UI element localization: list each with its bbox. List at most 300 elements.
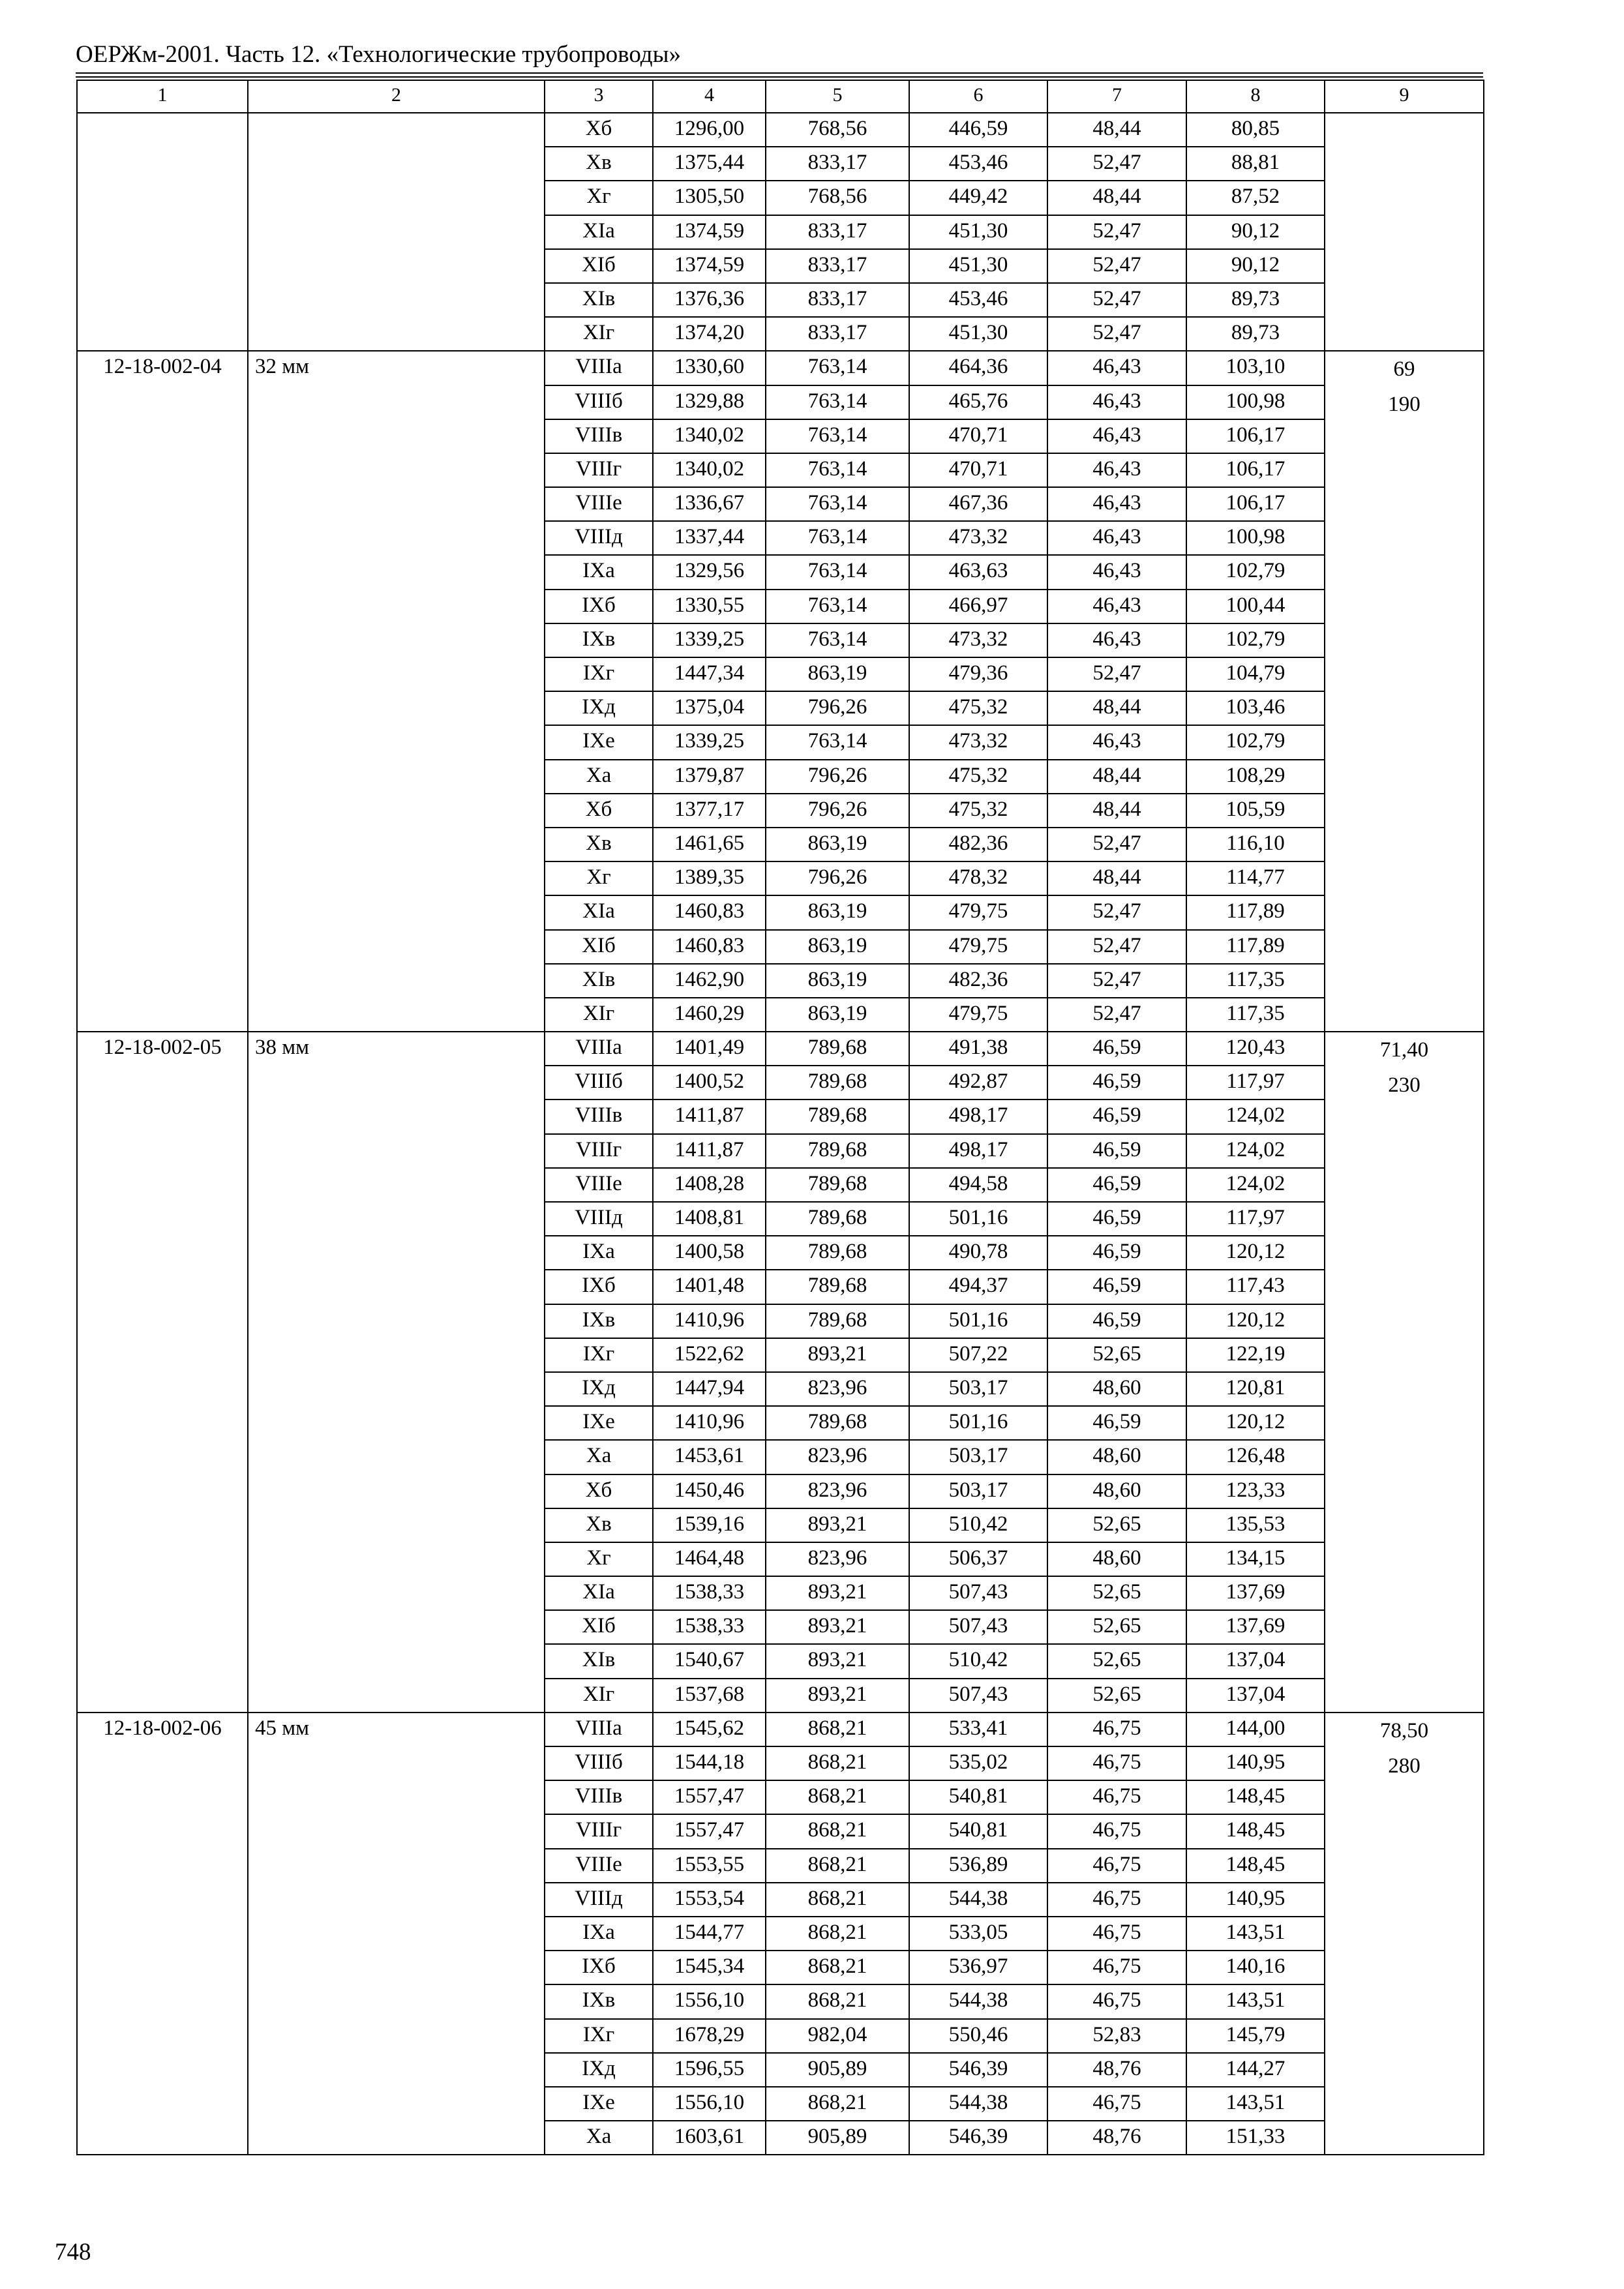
section-category: VIIIв <box>545 1780 653 1814</box>
labor-cost: 833,17 <box>766 317 909 351</box>
rate-code: 12-18-002-04 <box>77 351 248 1032</box>
machine-cost: 479,75 <box>909 930 1047 964</box>
total-cost: 1540,67 <box>653 1644 766 1678</box>
machinist-wages: 48,44 <box>1047 691 1186 725</box>
labor-cost: 768,56 <box>766 113 909 147</box>
machine-cost: 463,63 <box>909 555 1047 589</box>
labor-cost: 982,04 <box>766 2019 909 2053</box>
labor-cost: 763,14 <box>766 623 909 657</box>
machine-cost: 501,16 <box>909 1202 1047 1236</box>
labor-cost: 863,19 <box>766 828 909 861</box>
machinist-wages: 48,60 <box>1047 1372 1186 1406</box>
labor-cost: 763,14 <box>766 487 909 521</box>
machinist-wages: 52,47 <box>1047 317 1186 351</box>
material-cost: 137,04 <box>1186 1644 1325 1678</box>
pipe-diameter: 45 мм <box>248 1713 545 2155</box>
machinist-wages: 52,47 <box>1047 147 1186 181</box>
machinist-wages: 46,43 <box>1047 419 1186 453</box>
machine-cost: 510,42 <box>909 1508 1047 1542</box>
labor-cost: 868,21 <box>766 1814 909 1848</box>
material-cost: 144,00 <box>1186 1713 1325 1746</box>
section-category: Xв <box>545 828 653 861</box>
column-number: 2 <box>248 80 545 113</box>
total-cost: 1538,33 <box>653 1610 766 1644</box>
section-category: VIIIе <box>545 487 653 521</box>
total-cost: 1596,55 <box>653 2053 766 2087</box>
resource-value: 78,50 <box>1379 1718 1429 1743</box>
material-cost: 134,15 <box>1186 1542 1325 1576</box>
total-cost: 1339,25 <box>653 725 766 759</box>
section-category: VIIIе <box>545 1168 653 1202</box>
total-cost: 1545,62 <box>653 1713 766 1746</box>
machine-cost: 540,81 <box>909 1814 1047 1848</box>
machinist-wages: 46,59 <box>1047 1134 1186 1168</box>
material-cost: 137,69 <box>1186 1610 1325 1644</box>
material-cost: 151,33 <box>1186 2121 1325 2155</box>
material-cost: 102,79 <box>1186 555 1325 589</box>
total-cost: 1538,33 <box>653 1576 766 1610</box>
machine-cost: 451,30 <box>909 249 1047 283</box>
total-cost: 1337,44 <box>653 521 766 555</box>
total-cost: 1375,44 <box>653 147 766 181</box>
labor-cost: 763,14 <box>766 521 909 555</box>
labor-cost: 833,17 <box>766 283 909 317</box>
total-cost: 1447,94 <box>653 1372 766 1406</box>
labor-cost: 789,68 <box>766 1270 909 1304</box>
labor-cost: 796,26 <box>766 691 909 725</box>
total-cost: 1330,60 <box>653 351 766 385</box>
material-cost: 120,81 <box>1186 1372 1325 1406</box>
labor-cost: 763,14 <box>766 385 909 419</box>
labor-cost: 893,21 <box>766 1610 909 1644</box>
machinist-wages: 46,43 <box>1047 521 1186 555</box>
machinist-wages: 46,43 <box>1047 453 1186 487</box>
table-row <box>77 351 1484 385</box>
machine-cost: 536,89 <box>909 1849 1047 1883</box>
labor-cost: 868,21 <box>766 1951 909 1984</box>
rate-code: 12-18-002-05 <box>77 1032 248 1713</box>
machine-cost: 498,17 <box>909 1134 1047 1168</box>
labor-cost: 789,68 <box>766 1406 909 1440</box>
section-category: IXа <box>545 1236 653 1270</box>
section-category: VIIIе <box>545 1849 653 1883</box>
machinist-wages: 52,65 <box>1047 1576 1186 1610</box>
labor-cost: 833,17 <box>766 249 909 283</box>
machinist-wages: 46,75 <box>1047 1883 1186 1917</box>
material-cost: 108,29 <box>1186 760 1325 794</box>
header-rule-top <box>76 72 1483 74</box>
machine-cost: 479,36 <box>909 657 1047 691</box>
total-cost: 1305,50 <box>653 181 766 215</box>
resource-values <box>1325 113 1484 351</box>
section-category: Xв <box>545 147 653 181</box>
machine-cost: 503,17 <box>909 1372 1047 1406</box>
labor-cost: 863,19 <box>766 930 909 964</box>
total-cost: 1400,58 <box>653 1236 766 1270</box>
resource-values <box>1325 1713 1484 2155</box>
total-cost: 1401,48 <box>653 1270 766 1304</box>
section-category: XIв <box>545 964 653 998</box>
resource-value: 69 <box>1393 357 1415 382</box>
table-row <box>77 1032 1484 1066</box>
material-cost: 140,95 <box>1186 1746 1325 1780</box>
total-cost: 1400,52 <box>653 1066 766 1100</box>
section-category: Xг <box>545 1542 653 1576</box>
machine-cost: 507,43 <box>909 1610 1047 1644</box>
machine-cost: 550,46 <box>909 2019 1047 2053</box>
labor-cost: 893,21 <box>766 1644 909 1678</box>
machine-cost: 482,36 <box>909 964 1047 998</box>
machine-cost: 544,38 <box>909 2087 1047 2121</box>
machinist-wages: 46,59 <box>1047 1270 1186 1304</box>
machinist-wages: 52,65 <box>1047 1610 1186 1644</box>
material-cost: 117,97 <box>1186 1202 1325 1236</box>
total-cost: 1678,29 <box>653 2019 766 2053</box>
column-number: 8 <box>1186 80 1325 113</box>
machinist-wages: 46,43 <box>1047 351 1186 385</box>
machine-cost: 498,17 <box>909 1100 1047 1133</box>
section-category: VIIIб <box>545 1746 653 1780</box>
machinist-wages: 46,75 <box>1047 1917 1186 1951</box>
machine-cost: 501,16 <box>909 1304 1047 1338</box>
machinist-wages: 46,59 <box>1047 1304 1186 1338</box>
section-category: VIIIд <box>545 521 653 555</box>
material-cost: 124,02 <box>1186 1100 1325 1133</box>
machinist-wages: 46,75 <box>1047 1849 1186 1883</box>
machinist-wages: 46,59 <box>1047 1202 1186 1236</box>
total-cost: 1556,10 <box>653 1984 766 2018</box>
total-cost: 1603,61 <box>653 2121 766 2155</box>
total-cost: 1401,49 <box>653 1032 766 1066</box>
section-category: Xа <box>545 760 653 794</box>
material-cost: 117,89 <box>1186 930 1325 964</box>
machine-cost: 510,42 <box>909 1644 1047 1678</box>
section-category: VIIIб <box>545 1066 653 1100</box>
machine-cost: 494,37 <box>909 1270 1047 1304</box>
machinist-wages: 46,59 <box>1047 1236 1186 1270</box>
material-cost: 140,16 <box>1186 1951 1325 1984</box>
machine-cost: 467,36 <box>909 487 1047 521</box>
pipe-diameter <box>248 113 545 351</box>
total-cost: 1462,90 <box>653 964 766 998</box>
machinist-wages: 48,76 <box>1047 2053 1186 2087</box>
machinist-wages: 48,44 <box>1047 181 1186 215</box>
machinist-wages: 48,60 <box>1047 1474 1186 1508</box>
machinist-wages: 46,75 <box>1047 1780 1186 1814</box>
machinist-wages: 46,75 <box>1047 2087 1186 2121</box>
total-cost: 1410,96 <box>653 1406 766 1440</box>
total-cost: 1557,47 <box>653 1814 766 1848</box>
machinist-wages: 52,47 <box>1047 828 1186 861</box>
total-cost: 1389,35 <box>653 861 766 895</box>
labor-cost: 789,68 <box>766 1304 909 1338</box>
resource-value: 280 <box>1388 1754 1421 1778</box>
machinist-wages: 46,59 <box>1047 1168 1186 1202</box>
page-number: 748 <box>55 2239 91 2266</box>
material-cost: 117,35 <box>1186 998 1325 1032</box>
section-category: Xб <box>545 794 653 828</box>
total-cost: 1447,34 <box>653 657 766 691</box>
total-cost: 1329,56 <box>653 555 766 589</box>
section-category: XIг <box>545 1679 653 1713</box>
material-cost: 126,48 <box>1186 1440 1325 1474</box>
resource-value: 71,40 <box>1379 1038 1429 1062</box>
machinist-wages: 52,47 <box>1047 964 1186 998</box>
total-cost: 1460,83 <box>653 895 766 929</box>
total-cost: 1339,25 <box>653 623 766 657</box>
machine-cost: 451,30 <box>909 317 1047 351</box>
section-category: IXе <box>545 1406 653 1440</box>
section-category: IXд <box>545 691 653 725</box>
machinist-wages: 46,43 <box>1047 555 1186 589</box>
material-cost: 137,04 <box>1186 1679 1325 1713</box>
section-category: VIIIа <box>545 1032 653 1066</box>
machine-cost: 453,46 <box>909 147 1047 181</box>
labor-cost: 768,56 <box>766 181 909 215</box>
column-number-row <box>77 80 1484 113</box>
machine-cost: 503,17 <box>909 1440 1047 1474</box>
machinist-wages: 52,47 <box>1047 895 1186 929</box>
section-category: IXе <box>545 2087 653 2121</box>
machinist-wages: 52,83 <box>1047 2019 1186 2053</box>
total-cost: 1464,48 <box>653 1542 766 1576</box>
section-category: XIб <box>545 1610 653 1644</box>
machinist-wages: 52,47 <box>1047 283 1186 317</box>
machine-cost: 533,41 <box>909 1713 1047 1746</box>
rate-code <box>77 113 248 351</box>
machinist-wages: 52,47 <box>1047 215 1186 249</box>
material-cost: 103,10 <box>1186 351 1325 385</box>
labor-cost: 823,96 <box>766 1542 909 1576</box>
machine-cost: 464,36 <box>909 351 1047 385</box>
section-category: Xб <box>545 113 653 147</box>
material-cost: 148,45 <box>1186 1849 1325 1883</box>
labor-cost: 905,89 <box>766 2121 909 2155</box>
total-cost: 1340,02 <box>653 453 766 487</box>
labor-cost: 789,68 <box>766 1100 909 1133</box>
machinist-wages: 48,60 <box>1047 1440 1186 1474</box>
total-cost: 1408,28 <box>653 1168 766 1202</box>
machinist-wages: 52,65 <box>1047 1644 1186 1678</box>
material-cost: 106,17 <box>1186 487 1325 521</box>
section-category: IXг <box>545 1338 653 1372</box>
total-cost: 1556,10 <box>653 2087 766 2121</box>
material-cost: 123,33 <box>1186 1474 1325 1508</box>
section-category: XIа <box>545 215 653 249</box>
total-cost: 1460,83 <box>653 930 766 964</box>
machine-cost: 544,38 <box>909 1984 1047 2018</box>
material-cost: 117,89 <box>1186 895 1325 929</box>
material-cost: 143,51 <box>1186 1917 1325 1951</box>
pipe-diameter: 38 мм <box>248 1032 545 1713</box>
section-category: Xв <box>545 1508 653 1542</box>
material-cost: 100,44 <box>1186 590 1325 623</box>
machine-cost: 507,43 <box>909 1576 1047 1610</box>
material-cost: 80,85 <box>1186 113 1325 147</box>
material-cost: 148,45 <box>1186 1814 1325 1848</box>
material-cost: 140,95 <box>1186 1883 1325 1917</box>
material-cost: 106,17 <box>1186 419 1325 453</box>
section-category: IXв <box>545 1304 653 1338</box>
labor-cost: 823,96 <box>766 1474 909 1508</box>
section-category: IXв <box>545 1984 653 2018</box>
total-cost: 1557,47 <box>653 1780 766 1814</box>
machinist-wages: 46,75 <box>1047 1814 1186 1848</box>
section-category: XIб <box>545 930 653 964</box>
section-category: Xб <box>545 1474 653 1508</box>
total-cost: 1375,04 <box>653 691 766 725</box>
machine-cost: 490,78 <box>909 1236 1047 1270</box>
machinist-wages: 52,47 <box>1047 657 1186 691</box>
section-category: XIг <box>545 317 653 351</box>
material-cost: 89,73 <box>1186 317 1325 351</box>
total-cost: 1296,00 <box>653 113 766 147</box>
material-cost: 120,12 <box>1186 1304 1325 1338</box>
material-cost: 106,17 <box>1186 453 1325 487</box>
labor-cost: 796,26 <box>766 861 909 895</box>
labor-cost: 823,96 <box>766 1440 909 1474</box>
machine-cost: 470,71 <box>909 419 1047 453</box>
machinist-wages: 46,75 <box>1047 1713 1186 1746</box>
pipe-diameter: 32 мм <box>248 351 545 1032</box>
section-category: IXв <box>545 623 653 657</box>
labor-cost: 833,17 <box>766 215 909 249</box>
section-category: Xг <box>545 181 653 215</box>
total-cost: 1340,02 <box>653 419 766 453</box>
labor-cost: 868,21 <box>766 1883 909 1917</box>
machine-cost: 475,32 <box>909 794 1047 828</box>
machine-cost: 536,97 <box>909 1951 1047 1984</box>
machinist-wages: 46,43 <box>1047 623 1186 657</box>
labor-cost: 763,14 <box>766 725 909 759</box>
labor-cost: 823,96 <box>766 1372 909 1406</box>
machinist-wages: 48,76 <box>1047 2121 1186 2155</box>
material-cost: 120,12 <box>1186 1236 1325 1270</box>
machinist-wages: 46,43 <box>1047 385 1186 419</box>
machinist-wages: 48,44 <box>1047 760 1186 794</box>
section-category: VIIIд <box>545 1883 653 1917</box>
total-cost: 1545,34 <box>653 1951 766 1984</box>
machine-cost: 446,59 <box>909 113 1047 147</box>
labor-cost: 789,68 <box>766 1032 909 1066</box>
labor-cost: 868,21 <box>766 1713 909 1746</box>
machine-cost: 494,58 <box>909 1168 1047 1202</box>
machine-cost: 506,37 <box>909 1542 1047 1576</box>
material-cost: 120,43 <box>1186 1032 1325 1066</box>
machinist-wages: 46,59 <box>1047 1100 1186 1133</box>
machine-cost: 501,16 <box>909 1406 1047 1440</box>
section-category: IXб <box>545 1951 653 1984</box>
section-category: VIIIг <box>545 1134 653 1168</box>
section-category: Xа <box>545 2121 653 2155</box>
machinist-wages: 48,44 <box>1047 861 1186 895</box>
material-cost: 137,69 <box>1186 1576 1325 1610</box>
machinist-wages: 46,43 <box>1047 487 1186 521</box>
section-category: IXб <box>545 1270 653 1304</box>
material-cost: 117,43 <box>1186 1270 1325 1304</box>
rates-table <box>76 80 1484 2155</box>
section-category: XIг <box>545 998 653 1032</box>
total-cost: 1374,59 <box>653 215 766 249</box>
material-cost: 145,79 <box>1186 2019 1325 2053</box>
section-category: VIIIг <box>545 1814 653 1848</box>
machine-cost: 453,46 <box>909 283 1047 317</box>
total-cost: 1329,88 <box>653 385 766 419</box>
material-cost: 104,79 <box>1186 657 1325 691</box>
machinist-wages: 46,75 <box>1047 1746 1186 1780</box>
machine-cost: 466,97 <box>909 590 1047 623</box>
labor-cost: 763,14 <box>766 453 909 487</box>
column-number: 5 <box>766 80 909 113</box>
total-cost: 1461,65 <box>653 828 766 861</box>
total-cost: 1539,16 <box>653 1508 766 1542</box>
material-cost: 120,12 <box>1186 1406 1325 1440</box>
table-row <box>77 113 1484 147</box>
labor-cost: 863,19 <box>766 964 909 998</box>
material-cost: 100,98 <box>1186 521 1325 555</box>
material-cost: 124,02 <box>1186 1134 1325 1168</box>
machinist-wages: 52,65 <box>1047 1679 1186 1713</box>
section-category: XIа <box>545 1576 653 1610</box>
labor-cost: 789,68 <box>766 1134 909 1168</box>
material-cost: 143,51 <box>1186 2087 1325 2121</box>
labor-cost: 789,68 <box>766 1202 909 1236</box>
material-cost: 100,98 <box>1186 385 1325 419</box>
machinist-wages: 46,59 <box>1047 1032 1186 1066</box>
machine-cost: 473,32 <box>909 623 1047 657</box>
resource-values <box>1325 351 1484 1032</box>
material-cost: 122,19 <box>1186 1338 1325 1372</box>
machine-cost: 449,42 <box>909 181 1047 215</box>
machine-cost: 535,02 <box>909 1746 1047 1780</box>
column-number: 6 <box>909 80 1047 113</box>
machine-cost: 492,87 <box>909 1066 1047 1100</box>
section-category: VIIIа <box>545 351 653 385</box>
section-category: IXа <box>545 555 653 589</box>
total-cost: 1410,96 <box>653 1304 766 1338</box>
material-cost: 103,46 <box>1186 691 1325 725</box>
material-cost: 135,53 <box>1186 1508 1325 1542</box>
machinist-wages: 46,59 <box>1047 1406 1186 1440</box>
total-cost: 1544,77 <box>653 1917 766 1951</box>
section-category: IXг <box>545 2019 653 2053</box>
machine-cost: 475,32 <box>909 760 1047 794</box>
material-cost: 90,12 <box>1186 215 1325 249</box>
labor-cost: 833,17 <box>766 147 909 181</box>
machine-cost: 540,81 <box>909 1780 1047 1814</box>
section-category: Xа <box>545 1440 653 1474</box>
machine-cost: 491,38 <box>909 1032 1047 1066</box>
total-cost: 1376,36 <box>653 283 766 317</box>
section-category: VIIIд <box>545 1202 653 1236</box>
labor-cost: 863,19 <box>766 895 909 929</box>
rate-code: 12-18-002-06 <box>77 1713 248 2155</box>
machine-cost: 478,32 <box>909 861 1047 895</box>
column-number: 4 <box>653 80 766 113</box>
total-cost: 1377,17 <box>653 794 766 828</box>
machinist-wages: 52,47 <box>1047 249 1186 283</box>
machine-cost: 507,43 <box>909 1679 1047 1713</box>
material-cost: 148,45 <box>1186 1780 1325 1814</box>
labor-cost: 789,68 <box>766 1236 909 1270</box>
material-cost: 105,59 <box>1186 794 1325 828</box>
material-cost: 124,02 <box>1186 1168 1325 1202</box>
machine-cost: 482,36 <box>909 828 1047 861</box>
total-cost: 1411,87 <box>653 1100 766 1133</box>
machine-cost: 546,39 <box>909 2053 1047 2087</box>
header-rule-bottom <box>76 76 1483 78</box>
total-cost: 1374,20 <box>653 317 766 351</box>
